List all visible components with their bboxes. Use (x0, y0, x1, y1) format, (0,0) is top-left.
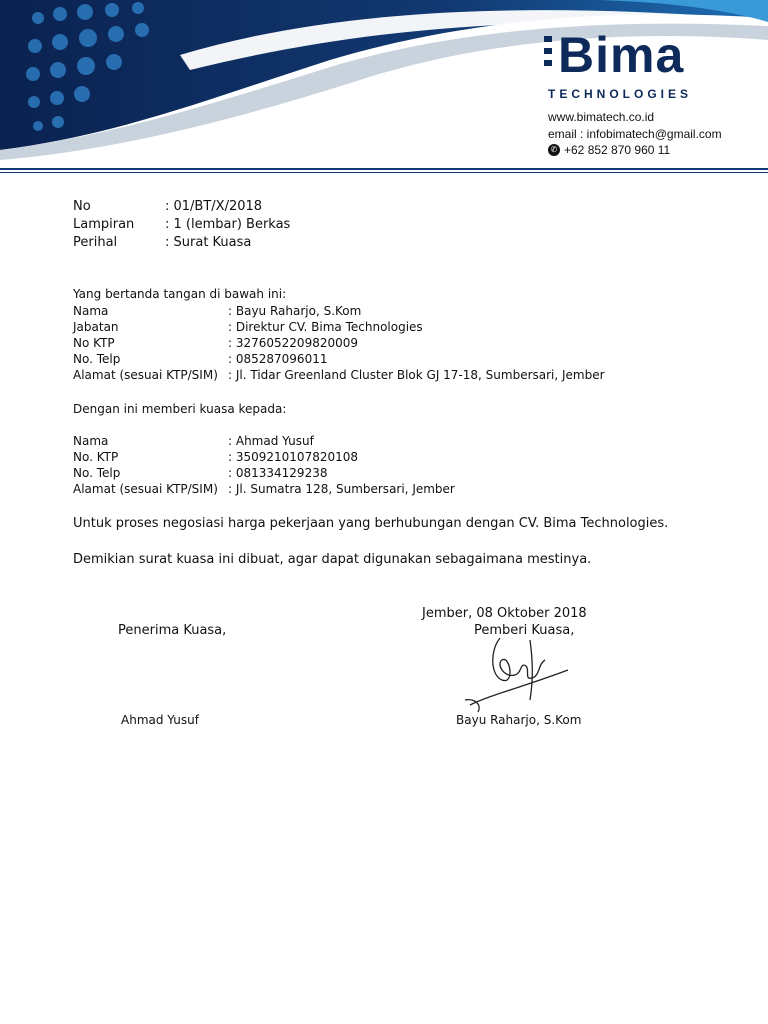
header-rule-thin (0, 172, 768, 173)
header-rule (0, 168, 768, 170)
grantee-value-alamat: : Jl. Sumatra 128, Sumbersari, Jember (228, 482, 455, 496)
phone-icon: ✆ (548, 144, 560, 156)
place-date: Jember, 08 Oktober 2018 (422, 606, 587, 621)
grantee-value-nama: : Ahmad Yusuf (228, 434, 314, 448)
grantee-intro: Dengan ini memberi kuasa kepada: (73, 402, 287, 416)
grantor-label-telp: No. Telp (73, 352, 121, 366)
giver-title: Pemberi Kuasa, (474, 623, 575, 638)
receiver-title: Penerima Kuasa, (118, 623, 227, 638)
grantor-value-nama: : Bayu Raharjo, S.Kom (228, 304, 362, 318)
grantor-value-telp: : 085287096011 (228, 352, 328, 366)
grantor-label-nama: Nama (73, 304, 109, 318)
phone-number: +62 852 870 960 11 (564, 143, 671, 157)
meta-value-perihal: : Surat Kuasa (165, 235, 252, 250)
website-text: www.bimatech.co.id (548, 110, 655, 124)
grantee-label-telp: No. Telp (73, 466, 121, 480)
closing-paragraph: Demikian surat kuasa ini dibuat, agar dapat digunakan sebagaimana mestinya. (73, 552, 592, 567)
grantor-value-ktp: : 3276052209820009 (228, 336, 359, 350)
brand-logo-text: Bima (558, 27, 685, 83)
grantee-value-telp: : 081334129238 (228, 466, 328, 480)
grantee-label-nama: Nama (73, 434, 109, 448)
grantor-label-ktp: No KTP (73, 336, 115, 350)
grantor-value-jabatan: : Direktur CV. Bima Technologies (228, 320, 423, 334)
meta-label-lampiran: Lampiran (73, 217, 135, 232)
meta-value-lampiran: : 1 (lembar) Berkas (165, 217, 291, 232)
meta-label-no: No (73, 199, 91, 214)
receiver-name: Ahmad Yusuf (121, 713, 199, 727)
grantor-intro: Yang bertanda tangan di bawah ini: (73, 287, 287, 301)
grantee-value-ktp: : 3509210107820108 (228, 450, 359, 464)
meta-value-no: : 01/BT/X/2018 (165, 199, 263, 214)
brand-subtitle: TECHNOLOGIES (548, 87, 693, 101)
letterhead (0, 0, 768, 180)
purpose-paragraph: Untuk proses negosiasi harga pekerjaan yang berhubungan dengan CV. Bima Technologies. (73, 516, 669, 531)
grantor-label-jabatan: Jabatan (73, 320, 119, 334)
giver-name: Bayu Raharjo, S.Kom (456, 713, 582, 727)
phone-text (548, 143, 670, 157)
meta-label-perihal: Perihal (73, 235, 118, 250)
grantor-label-alamat: Alamat (sesuai KTP/SIM) (73, 368, 218, 382)
email-text: email : infobimatech@gmail.com (548, 127, 722, 141)
grantor-value-alamat: : Jl. Tidar Greenland Cluster Blok GJ 17-18, Sumbersari, Jember (228, 368, 605, 382)
grantee-label-ktp: No. KTP (73, 450, 119, 464)
grantee-label-alamat: Alamat (sesuai KTP/SIM) (73, 482, 218, 496)
